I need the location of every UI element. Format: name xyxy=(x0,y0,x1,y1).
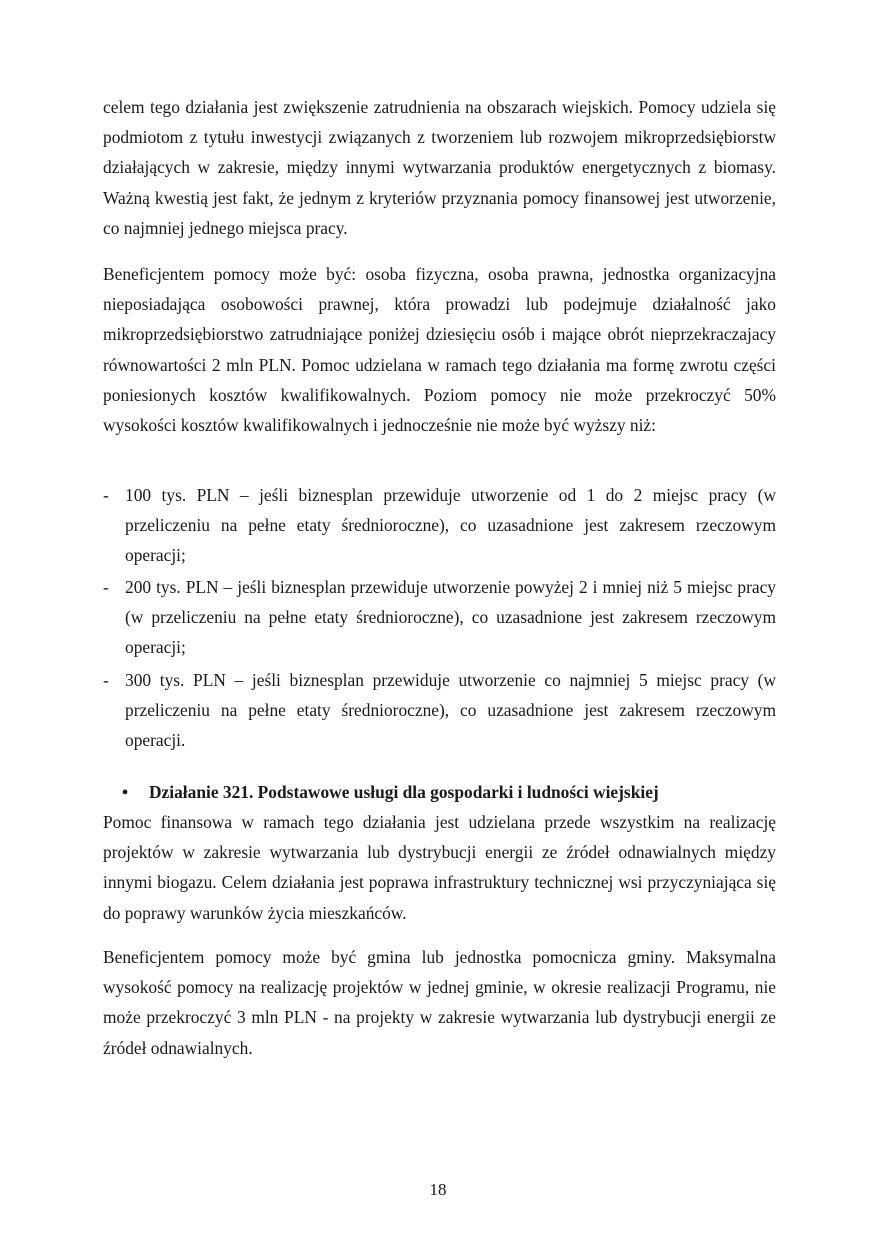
list-item xyxy=(103,665,776,756)
list-item-text: 100 tys. PLN – jeśli biznesplan przewiduje utworzenie od 1 do 2 miejsc pracy (w przeliczeniu na pełne etaty średnioroczne), co uzasadnione jest zakresem rzeczowym operacji; xyxy=(125,485,776,566)
page-number: 18 xyxy=(429,1180,447,1199)
list-item xyxy=(103,572,776,663)
list-item-text: 200 tys. PLN – jeśli biznesplan przewiduje utworzenie powyżej 2 i mniej niż 5 miejsc pracy (w przeliczeniu na pełne etaty średnioroczne), co uzasadnione jest zakresem rzeczowym operacji; xyxy=(125,577,776,658)
paragraph-financial-aid: Pomoc finansowa w ramach tego działania jest udzielana przede wszystkim na realizację projektów w zakresie wytwarzania lub dystrybucji energii ze źródeł odnawialnych między innymi biogazu. Celem działania jest poprawa infrastruktury technicznej wsi przyczyniająca się do poprawy warunków życia mieszkańców. xyxy=(103,812,776,923)
section-heading-text: Działanie 321. Podstawowe usługi dla gospodarki i ludności wiejskiej xyxy=(149,782,659,802)
list-item xyxy=(103,480,776,571)
list-dash-marker: - xyxy=(103,577,109,597)
list-dash-marker: - xyxy=(103,670,109,690)
paragraph-beneficiary-microenterprise: Beneficjentem pomocy może być: osoba fizyczna, osoba prawna, jednostka organizacyjna nieposiadająca osobowości prawnej, która prowadzi lub podejmuje działalność jako mikroprzedsiębiorstwo zatrudniające poniżej dziesięciu osób i mające obrót nieprzekraczajacy równowartości 2 mln PLN. Pomoc udzielana w ramach tego działania ma formę zwrotu części poniesionych kosztów kwalifikowalnych. Poziom pomocy nie może przekroczyć 50% wysokości kosztów kwalifikowalnych i jednocześnie nie może być wyższy niż: xyxy=(103,264,776,436)
bullet-icon: • xyxy=(122,782,129,802)
paragraph-employment-goal: celem tego działania jest zwiększenie zatrudnienia na obszarach wiejskich. Pomocy udziela się podmiotom z tytułu inwestycji związanych z tworzeniem lub rozwojem mikroprzedsiębiorstw działających w zakresie, między innymi wytwarzania produktów energetycznych z biomasy. Ważną kwestią jest fakt, że jednym z kryteriów przyznania pomocy finansowej jest utworzenie, co najmniej jednego miejsca pracy. xyxy=(103,97,776,238)
list-dash-marker: - xyxy=(103,485,109,505)
section-heading xyxy=(122,779,762,805)
list-item-text: 300 tys. PLN – jeśli biznesplan przewiduje utworzenie co najmniej 5 miejsc pracy (w przeliczeniu na pełne etaty średnioroczne), co uzasadnione jest zakresem rzeczowym operacji. xyxy=(125,670,776,751)
paragraph-beneficiary-municipality: Beneficjentem pomocy może być gmina lub jednostka pomocnicza gminy. Maksymalna wysokość pomocy na realizację projektów w jednej gminie, w okresie realizacji Programu, nie może przekroczyć 3 mln PLN - na projekty w zakresie wytwarzania lub dystrybucji energii ze źródeł odnawialnych. xyxy=(103,947,776,1058)
